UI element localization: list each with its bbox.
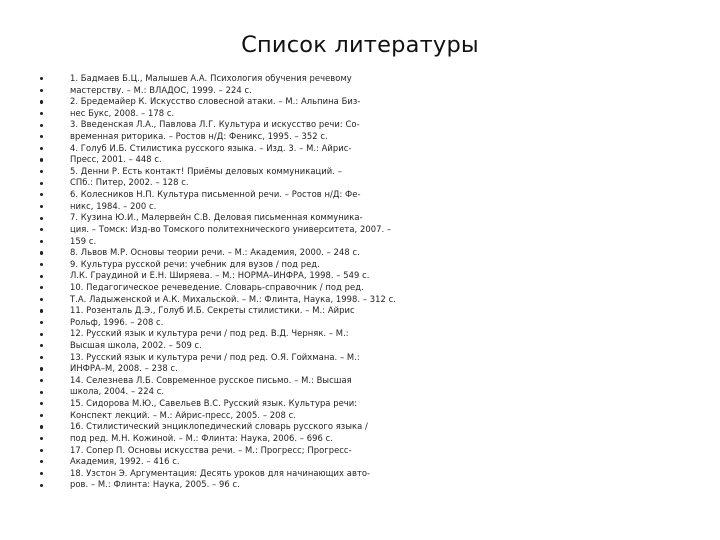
bullet-icon — [40, 344, 43, 347]
bullet-icon — [40, 321, 43, 324]
reference-line-text: Конспект лекций. – М.: Айрис-пресс, 2005. – 208 с. — [70, 409, 297, 420]
reference-line-text: 17. Сопер П. Основы искусства речи. – М.: Прогресс; Прогресс- — [70, 444, 352, 455]
list-item — [40, 305, 700, 317]
reference-line-text: 11. Розенталь Д.Э., Голуб И.Б. Секреты стилистики. – М.: Айрис — [70, 305, 355, 316]
list-item — [40, 468, 700, 480]
bullet-icon — [40, 217, 43, 220]
reference-line-text: ция. – Томск: Изд-во Томского политехнического университета, 2007. – — [70, 223, 392, 234]
reference-line-text: 4. Голуб И.Б. Стилистика русского языка. – Изд. 3. – М.: Айрис- — [70, 142, 352, 153]
bullet-icon — [40, 205, 43, 208]
list-item — [40, 236, 700, 248]
list-item — [40, 166, 700, 178]
reference-line-text: мастерству. – М.: ВЛАДОС, 1999. – 224 с. — [70, 84, 252, 95]
bullet-icon — [40, 298, 43, 301]
list-item — [40, 398, 700, 410]
reference-line-text: Академия, 1992. – 416 с. — [70, 456, 180, 467]
bullet-icon — [40, 182, 43, 185]
reference-line-text: СПб.: Питер, 2002. – 128 с. — [70, 177, 189, 188]
reference-line-text: нес Букс, 2008. – 178 с. — [70, 107, 175, 118]
bullet-icon — [40, 449, 43, 452]
list-item — [40, 317, 700, 329]
list-item — [40, 154, 700, 166]
list-item — [40, 375, 700, 387]
list-item — [40, 363, 700, 375]
reference-line-text: 1. Бадмаев Б.Ц., Малышев А.А. Психология обучения речевому — [70, 73, 352, 83]
bullet-icon — [40, 460, 43, 463]
reference-line-text: 6. Колесников Н.П. Культура письменной речи. – Ростов н/Д: Фе- — [70, 189, 361, 200]
list-item — [40, 282, 700, 294]
list-item — [40, 119, 700, 131]
reference-line-text: Рольф, 1996. – 208 с. — [70, 316, 164, 327]
list-item — [40, 224, 700, 236]
bullet-icon — [40, 193, 43, 196]
bullet-icon — [40, 425, 43, 428]
bullet-icon — [40, 158, 43, 161]
list-item — [40, 294, 700, 306]
bullet-icon — [40, 414, 43, 417]
list-item — [40, 201, 700, 213]
list-item — [40, 131, 700, 143]
list-item — [40, 340, 700, 352]
reference-line-text: Т.А. Ладыженской и А.К. Михальской. – М.: Флинта, Наука, 1998. – 312 с. — [70, 293, 396, 304]
bullet-icon — [40, 333, 43, 336]
reference-line-text: Л.К. Граудиной и Е.Н. Ширяева. – М.: НОРМА–ИНФРА, 1998. – 549 с. — [70, 270, 370, 281]
reference-line-text: 7. Кузина Ю.И., Малервейн С.В. Деловая письменная коммуника- — [70, 212, 363, 223]
reference-line-text: Пресс, 2001. – 448 с. — [70, 154, 162, 165]
list-item — [40, 445, 700, 457]
bullet-icon — [40, 379, 43, 382]
bullet-icon — [40, 391, 43, 394]
list-item — [40, 212, 700, 224]
list-item — [40, 410, 700, 422]
reference-line-text: 12. Русский язык и культура речи / под ред. В.Д. Черняк. – М.: — [70, 328, 349, 339]
reference-line-text: Высшая школа, 2002. – 509 с. — [70, 340, 202, 351]
list-item — [40, 73, 700, 85]
reference-line-text: 2. Бредемайер К. Искусство словесной атаки. – М.: Альпина Биз- — [70, 96, 361, 107]
bullet-icon — [40, 263, 43, 266]
reference-line-text: 16. Стилистический энциклопедический словарь русского языка / — [70, 421, 368, 432]
list-item — [40, 189, 700, 201]
bullet-icon — [40, 309, 43, 312]
bullet-icon — [40, 100, 43, 103]
reference-line-text: 14. Селезнева Л.Б. Современное русское письмо. – М.: Высшая — [70, 374, 352, 385]
bullet-icon — [40, 251, 43, 254]
bullet-icon — [40, 240, 43, 243]
reference-line-text: ИНФРА–М, 2008. – 238 с. — [70, 363, 178, 374]
bullet-icon — [40, 286, 43, 289]
reference-line-text: 8. Львов М.Р. Основы теории речи. – М.: Академия, 2000. – 248 с. — [70, 247, 360, 258]
bullet-icon — [40, 112, 43, 115]
page-title: Список литературы — [241, 32, 479, 58]
bullet-icon — [40, 356, 43, 359]
reference-line-text: 159 с. — [70, 235, 97, 246]
reference-line-text: 3. Введенская Л.А., Павлова Л.Г. Культура и искусство речи: Со- — [70, 119, 360, 130]
bullet-icon — [40, 484, 43, 487]
list-item — [40, 386, 700, 398]
bullet-icon — [40, 147, 43, 150]
list-item — [40, 433, 700, 445]
reference-line-text: под ред. М.Н. Кожиной. – М.: Флинта: Наука, 2006. – 696 с. — [70, 432, 333, 443]
bullet-icon — [40, 228, 43, 231]
bullet-icon — [40, 124, 43, 127]
list-item — [40, 328, 700, 340]
reference-line-text: 10. Педагогическое речеведение. Словарь-справочник / под ред. — [70, 281, 364, 292]
list-item — [40, 352, 700, 364]
bullet-icon — [40, 89, 43, 92]
list-item — [40, 270, 700, 282]
list-item — [40, 85, 700, 97]
reference-line-text: 18. Узстон Э. Аргументация: Десять уроков для начинающих авто- — [70, 467, 371, 478]
reference-line-text: школа, 2004. – 224 с. — [70, 386, 165, 397]
list-item — [40, 456, 700, 468]
bullet-icon — [40, 472, 43, 475]
list-item — [40, 247, 700, 259]
list-item — [40, 96, 700, 108]
reference-line-text: 9. Культура русской речи: учебник для вузов / под ред. — [70, 258, 320, 269]
bullet-icon — [40, 402, 43, 405]
list-item — [40, 108, 700, 120]
reference-line-text: временная риторика. – Ростов н/Д: Феникс, 1995. – 352 с. — [70, 131, 328, 142]
bullet-icon — [40, 275, 43, 278]
reference-list — [40, 73, 700, 491]
bullet-icon — [40, 170, 43, 173]
reference-line-text: 5. Денни Р. Есть контакт! Приёмы деловых коммуникаций. – — [70, 165, 342, 176]
bullet-icon — [40, 437, 43, 440]
list-item — [40, 177, 700, 189]
reference-line-text: никс, 1984. – 200 с. — [70, 200, 157, 211]
reference-line-text: 15. Сидорова М.Ю., Савельев В.С. Русский язык. Культура речи: — [70, 398, 358, 409]
reference-line-text: 13. Русский язык и культура речи / под ред. О.Я. Гойхмана. – М.: — [70, 351, 360, 362]
list-item — [40, 259, 700, 271]
list-item — [40, 143, 700, 155]
bullet-icon — [40, 367, 43, 370]
bullet-icon — [40, 77, 43, 80]
reference-line-text: ров. – М.: Флинта: Наука, 2005. – 96 с. — [70, 479, 240, 490]
list-item — [40, 479, 700, 491]
list-item — [40, 421, 700, 433]
bullet-icon — [40, 135, 43, 138]
